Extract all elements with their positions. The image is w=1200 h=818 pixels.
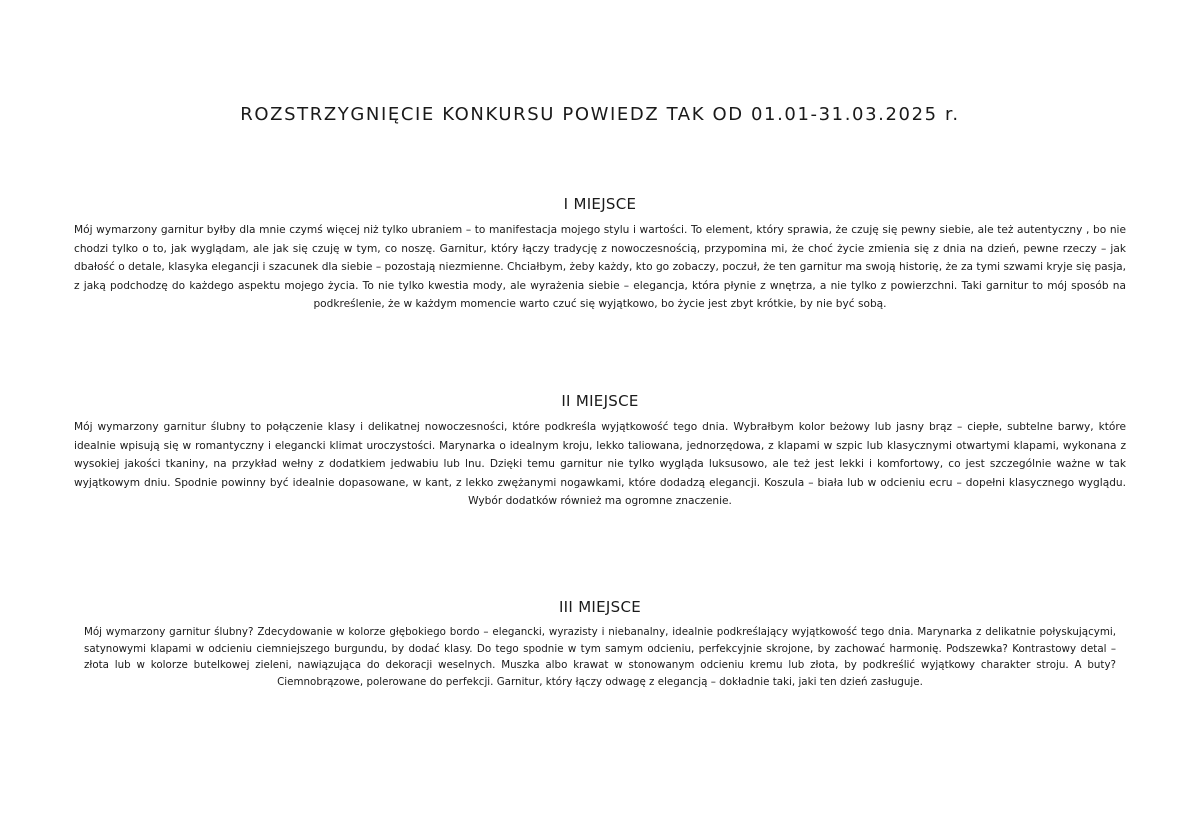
section-heading-first-place: I MIEJSCE [563, 195, 637, 213]
section-heading-second-place: II MIEJSCE [561, 392, 639, 410]
section-second-place [74, 391, 1126, 511]
section-body-third-place: Mój wymarzony garnitur ślubny? Zdecydowanie w kolorze głębokiego bordo – elegancki, wyrazisty i niebanalny, idealnie podkreślający wyjątkowość tego dnia. Marynarka z delikatnie połyskującymi, satynowymi klapami w odcieniu ciemniejszego burgundu, by dodać klasy. Do tego spodnie w tym samym odcieniu, perfekcyjnie skrojone, by zachować harmonię. Podszewka? Kontrastowy detal – złota lub w kolorze butelkowej zieleni, nawiązująca do dekoracji weselnych. Muszka albo krawat w stonowanym odcieniu kremu lub złota, by podkreślić wyjątkowy charakter stroju. A buty? Ciemnobrązowe, polerowane do perfekcji. Garnitur, który łączy odwagę z elegancją – dokładnie taki, jaki ten dzień zasługuje. [84, 626, 1116, 688]
section-third-place [74, 597, 1126, 690]
section-first-place [74, 194, 1126, 314]
page-title: ROZSTRZYGNIĘCIE KONKURSU POWIEDZ TAK OD 01.01-31.03.2025 r. [240, 104, 960, 125]
section-heading-third-place: III MIEJSCE [558, 598, 642, 616]
section-body-second-place: Mój wymarzony garnitur ślubny to połączenie klasy i delikatnej nowoczesności, które podkreśla wyjątkowość tego dnia. Wybrałbym kolor beżowy lub jasny brąz – ciepłe, subtelne barwy, które idealnie wpisują się w romantyczny i elegancki klimat uroczystości. Marynarka o idealnym kroju, lekko taliowana, jednorzędowa, z klapami w szpic lub klasycznymi otwartymi klapami, wykonana z wysokiej jakości tkaniny, na przykład wełny z dodatkiem jedwabiu lub lnu. Dzięki temu garnitur nie tylko wygląda luksusowo, ale też jest lekki i komfortowy, co jest szczególnie ważne w tak wyjątkowym dniu. Spodnie powinny być idealnie dopasowane, w kant, z lekko zwężanymi nogawkami, które dodadzą elegancji. Koszula – biała lub w odcieniu ecru – dopełni klasycznego wyglądu. Wybór dodatków również ma ogromne znaczenie. [74, 421, 1126, 508]
section-body-first-place: Mój wymarzony garnitur byłby dla mnie czymś więcej niż tylko ubraniem – to manifestacja mojego stylu i wartości. To element, który sprawia, że czuję się pewny siebie, ale też autentyczny , bo nie chodzi tylko o to, jak wyglądam, ale jak się czuję w tym, co noszę. Garnitur, który łączy tradycję z nowoczesnością, przypomina mi, że choć życie zmienia się z dnia na dzień, pewne rzeczy – jak dbałość o detale, klasyka elegancji i szacunek dla siebie – pozostają niezmienne. Chciałbym, żeby każdy, kto go zobaczy, poczuł, że ten garnitur ma swoją historię, że za tymi szwami kryje się pasja, z jaką podchodzę do każdego aspektu mojego życia. To nie tylko kwestia mody, ale wyrażenia siebie – elegancja, która płynie z wnętrza, a nie tylko z powierzchni. Taki garnitur to mój sposób na podkreślenie, że w każdym momencie warto czuć się wyjątkowo, bo życie jest zbyt krótkie, by nie być sobą. [74, 224, 1126, 311]
